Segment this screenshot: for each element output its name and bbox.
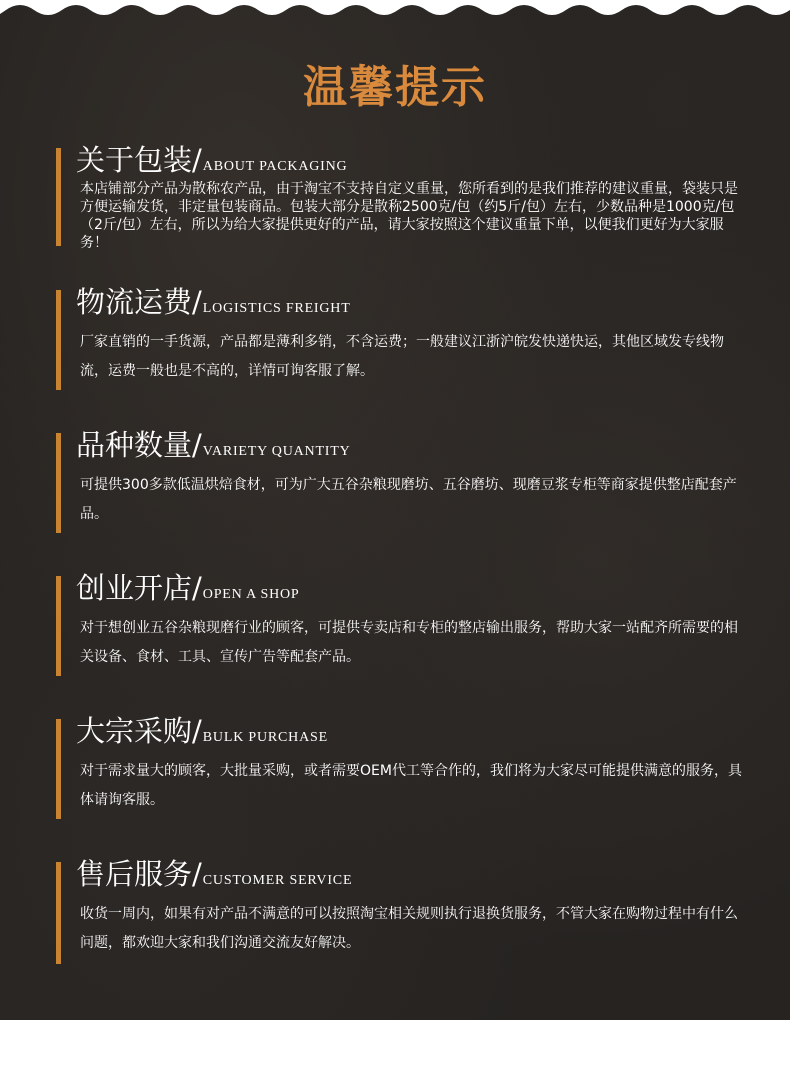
section-accent-bar [56,862,61,964]
section-title-zh: 大宗采购 [76,714,193,748]
section-heading [76,282,351,329]
section-title-zh: 品种数量 [76,428,193,462]
section-title-zh: 物流运费 [76,285,193,319]
section-heading [76,568,300,615]
section-title-en: OPEN A SHOP [202,587,300,602]
wavy-top-edge [0,0,790,24]
section-title-en: ABOUT PACKAGING [202,159,348,174]
slash-separator: / [192,285,202,319]
section-body: 收货一周内，如果有对产品不满意的可以按照淘宝相关规则执行退换货服务，不管大家在购物过程中有什么问题，都欢迎大家和我们沟通交流友好解决。 [80,906,738,951]
page-title: 温馨提示 [303,62,487,113]
section-body: 对于需求量大的顾客，大批量采购，或者需要OEM代工等合作的，我们将为大家尽可能提供满意的服务，具体请询客服。 [80,763,742,808]
section-about-packaging [56,140,746,250]
section-title-en: BULK PURCHASE [202,730,328,745]
slash-separator: / [192,143,202,177]
section-accent-bar [56,576,61,676]
section-body: 可提供300多款低温烘焙食材，可为广大五谷杂粮现磨坊、五谷磨坊、现磨豆浆专柜等商家提供整店配套产品。 [80,477,737,522]
section-body: 本店铺部分产品为散称农产品，由于淘宝不支持自定义重量，您所看到的是我们推荐的建议重量，袋装只是方便运输发货，非定量包装商品。包装大部分是散称2500克/包（约5斤/包）左右，少数品种是1000克/包（2斤/包）左右，所以为给大家提供更好的产品，请大家按照这个建议重量下单，以便我们更好为大家服务！ [80,181,738,251]
section-body: 对于想创业五谷杂粮现磨行业的顾客，可提供专卖店和专柜的整店输出服务，帮助大家一站配齐所需要的相关设备、食材、工具、宣传广告等配套产品。 [80,620,738,665]
section-heading [76,425,351,472]
slash-separator: / [192,857,202,891]
slash-separator: / [192,571,202,605]
section-title-en: LOGISTICS FREIGHT [202,301,351,316]
slash-separator: / [192,428,202,462]
section-title-zh: 售后服务 [76,857,193,891]
section-heading [76,854,352,901]
section-accent-bar [56,433,61,533]
section-logistics-freight [56,282,746,392]
section-title-en: VARIETY QUANTITY [202,444,351,459]
section-open-a-shop [56,568,746,678]
section-title-zh: 关于包装 [76,143,193,177]
section-accent-bar [56,148,61,246]
section-title-zh: 创业开店 [76,571,193,605]
slash-separator: / [192,714,202,748]
section-heading [76,711,328,758]
section-variety-quantity [56,425,746,535]
section-accent-bar [56,719,61,819]
section-title-en: CUSTOMER SERVICE [202,873,353,888]
section-body: 厂家直销的一手货源，产品都是薄利多销，不含运费；一般建议江浙沪皖发快递快运，其他区域发专线物流，运费一般也是不高的，详情可询客服了解。 [80,334,724,379]
section-accent-bar [56,290,61,390]
section-customer-service [56,854,746,964]
section-bulk-purchase [56,711,746,821]
